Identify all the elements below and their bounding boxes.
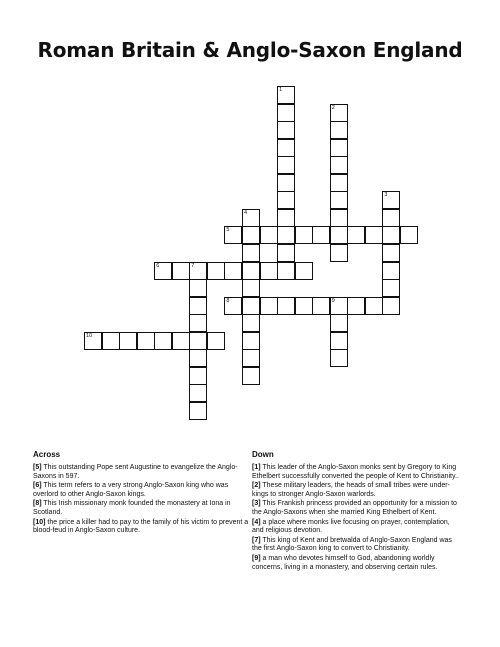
grid-cell[interactable] bbox=[189, 367, 207, 385]
grid-cell[interactable] bbox=[330, 191, 348, 209]
clue-down-2: [2] These military leaders, the heads of small tribes were under-kings to stronger Anglo-Saxon warlords. bbox=[252, 482, 450, 498]
grid-cell[interactable] bbox=[330, 314, 348, 332]
clue-down-3: [3] This Frankish princess provided an opportunity for a mission to the Anglo-Saxons when she married King Ethelbert of Kent. bbox=[252, 500, 457, 516]
grid-cell[interactable] bbox=[365, 226, 383, 244]
grid-cell[interactable] bbox=[242, 349, 260, 367]
clue-down-9: [9] a man who devotes himself to God, abandoning worldly concerns, living in a monastery, and observing certain rules. bbox=[252, 554, 438, 571]
grid-cell[interactable] bbox=[242, 332, 260, 350]
grid-cell[interactable] bbox=[242, 209, 260, 227]
grid-cell[interactable] bbox=[242, 226, 260, 244]
grid-cell[interactable] bbox=[189, 402, 207, 420]
grid-cell[interactable] bbox=[277, 86, 295, 104]
grid-cell[interactable] bbox=[277, 191, 295, 209]
grid-cell[interactable] bbox=[400, 226, 418, 244]
grid-cell[interactable] bbox=[382, 191, 400, 209]
clue-number: 7 bbox=[191, 262, 195, 269]
grid-cell[interactable] bbox=[189, 384, 207, 402]
grid-cell[interactable] bbox=[260, 297, 278, 315]
grid-cell[interactable] bbox=[295, 297, 313, 315]
clue-number: 1 bbox=[279, 87, 283, 93]
grid-cell[interactable] bbox=[189, 314, 207, 332]
grid-cell[interactable] bbox=[382, 226, 400, 244]
grid-cell[interactable] bbox=[84, 332, 102, 350]
grid-cell[interactable] bbox=[189, 332, 207, 350]
grid-cell[interactable] bbox=[277, 297, 295, 315]
grid-cell[interactable] bbox=[347, 226, 365, 244]
grid-cell[interactable] bbox=[172, 262, 190, 280]
clue-across-5: [5] This outstanding Pope sent Augustine to evangelize the Anglo-Saxons in 597. bbox=[33, 464, 238, 480]
grid-cell[interactable] bbox=[224, 262, 242, 280]
clue-number: 6 bbox=[156, 262, 160, 269]
grid-cell[interactable] bbox=[189, 349, 207, 367]
grid-cell[interactable] bbox=[277, 262, 295, 280]
grid-cell[interactable] bbox=[330, 226, 348, 244]
clue-number: 8 bbox=[226, 297, 230, 304]
grid-cell[interactable] bbox=[295, 262, 313, 280]
clue-number: 10 bbox=[86, 332, 93, 339]
grid-cell[interactable] bbox=[277, 104, 295, 122]
clue-number: 4 bbox=[244, 209, 248, 216]
grid-cell[interactable] bbox=[330, 174, 348, 192]
grid-cell[interactable] bbox=[295, 226, 313, 244]
clue-across-6: [6] This term refers to a very strong Anglo-Saxon king who was overlord to other Anglo-Saxon kings. bbox=[33, 482, 229, 498]
grid-cell[interactable] bbox=[260, 226, 278, 244]
clue-number: 3 bbox=[384, 192, 388, 199]
clue-across-10: [10] the price a killer had to pay to the family of his victim to prevent a blood-feud in Anglo-Saxon culture. bbox=[33, 518, 249, 535]
grid-cell[interactable] bbox=[330, 332, 348, 350]
grid-cell[interactable] bbox=[382, 279, 400, 297]
clue-across-8: [8] This Irish missionary monk founded the monastery at Iona in Scotland. bbox=[33, 500, 231, 516]
grid-cell[interactable] bbox=[119, 332, 137, 350]
grid-cell[interactable] bbox=[330, 121, 348, 139]
grid-cell[interactable] bbox=[330, 139, 348, 157]
grid-cell[interactable] bbox=[330, 349, 348, 367]
grid-cell[interactable] bbox=[277, 156, 295, 174]
grid-cell[interactable] bbox=[382, 244, 400, 262]
grid-cell[interactable] bbox=[172, 332, 190, 350]
clue-down-7: [7] This king of Kent and bretwalda of Anglo-Saxon England was the first Anglo-Saxon king to convert to Christianity. bbox=[252, 536, 452, 553]
grid-cell[interactable] bbox=[277, 226, 295, 244]
grid-cell[interactable] bbox=[260, 262, 278, 280]
grid-cell[interactable] bbox=[242, 297, 260, 315]
clue-down-4: [4] a place where monks live focusing on prayer, contemplation, and religious devotion. bbox=[252, 518, 450, 535]
grid-cell[interactable] bbox=[277, 209, 295, 227]
grid-cell[interactable] bbox=[365, 297, 383, 315]
grid-cell[interactable] bbox=[224, 226, 242, 244]
grid-cell[interactable] bbox=[189, 262, 207, 280]
across-heading: Across bbox=[33, 450, 61, 459]
grid-cell[interactable] bbox=[277, 121, 295, 139]
down-clues bbox=[252, 450, 462, 573]
grid-cell[interactable] bbox=[330, 297, 348, 315]
grid-cell[interactable] bbox=[242, 262, 260, 280]
grid-cell[interactable] bbox=[277, 244, 295, 262]
grid-cell[interactable] bbox=[330, 209, 348, 227]
grid-cell[interactable] bbox=[330, 156, 348, 174]
clue-number: 5 bbox=[226, 227, 230, 234]
grid-cell[interactable] bbox=[382, 297, 400, 315]
down-heading: Down bbox=[252, 450, 274, 459]
grid-cell[interactable] bbox=[224, 297, 242, 315]
grid-cell[interactable] bbox=[102, 332, 120, 350]
grid-cell[interactable] bbox=[330, 104, 348, 122]
grid-cell[interactable] bbox=[312, 226, 330, 244]
grid-cell[interactable] bbox=[189, 297, 207, 315]
grid-cell[interactable] bbox=[207, 262, 225, 280]
grid-cell[interactable] bbox=[242, 367, 260, 385]
grid-cell[interactable] bbox=[242, 279, 260, 297]
grid-cell[interactable] bbox=[242, 314, 260, 332]
grid-cell[interactable] bbox=[242, 244, 260, 262]
grid-cell[interactable] bbox=[382, 262, 400, 280]
grid-cell[interactable] bbox=[189, 279, 207, 297]
clue-down-1: [1] This leader of the Anglo-Saxon monks sent by Gregory to King Ethelbert successfully converted the people of Kent to Christianity.. bbox=[252, 464, 459, 480]
grid-cell[interactable] bbox=[277, 174, 295, 192]
clue-number: 9 bbox=[331, 297, 335, 304]
grid-cell[interactable] bbox=[154, 332, 172, 350]
grid-cell[interactable] bbox=[382, 209, 400, 227]
grid-cell[interactable] bbox=[154, 262, 172, 280]
grid-cell[interactable] bbox=[347, 297, 365, 315]
grid-cell[interactable] bbox=[207, 332, 225, 350]
grid-cell[interactable] bbox=[277, 139, 295, 157]
across-clues bbox=[33, 450, 253, 537]
page-title: Roman Britain & Anglo-Saxon England bbox=[37, 38, 463, 62]
grid-cell[interactable] bbox=[312, 297, 330, 315]
grid-cell[interactable] bbox=[137, 332, 155, 350]
clue-number: 2 bbox=[331, 104, 335, 111]
grid-cell[interactable] bbox=[330, 244, 348, 262]
